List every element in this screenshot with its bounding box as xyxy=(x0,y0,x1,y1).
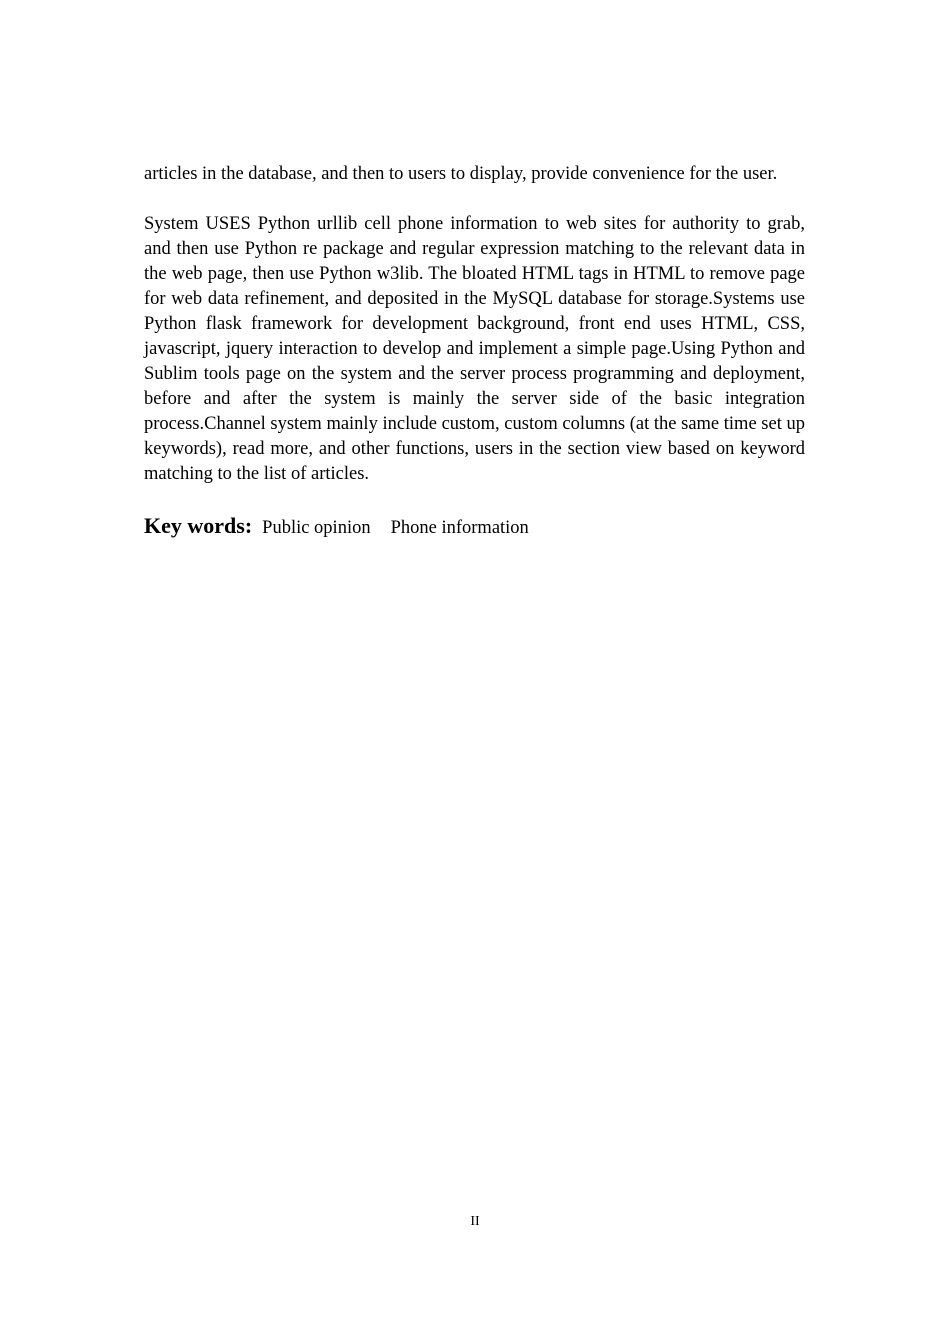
abstract-body xyxy=(144,162,805,539)
keyword-item: Phone information xyxy=(390,518,529,538)
keyword-item: Public opinion xyxy=(262,518,371,538)
abstract-paragraph-continuation: articles in the database, and then to users to display, provide convenience for the user. xyxy=(144,164,778,184)
page-number: II xyxy=(470,1214,480,1229)
keywords-label: Key words: xyxy=(144,513,253,538)
abstract-paragraph: System USES Python urllib cell phone information to web sites for authority to grab, and then use Python re package and regular expression matching to the relevant data in the web page, then use Python w3lib. The bloated HTML tags in HTML to remove page for web data refinement, and deposited in the MySQL database for storage.Systems use Python flask framework for development background, front end uses HTML, CSS, javascript, jquery interaction to develop and implement a simple page.Using Python and Sublim tools page on the system and the server process programming and deployment, before and after the system is mainly the server side of the basic integration process.Channel system mainly include custom, custom columns (at the same time set up keywords), read more, and other functions, users in the section view based on keyword matching to the list of articles. xyxy=(144,214,805,484)
paragraph-spacer xyxy=(144,187,805,212)
keywords-line xyxy=(144,513,805,539)
